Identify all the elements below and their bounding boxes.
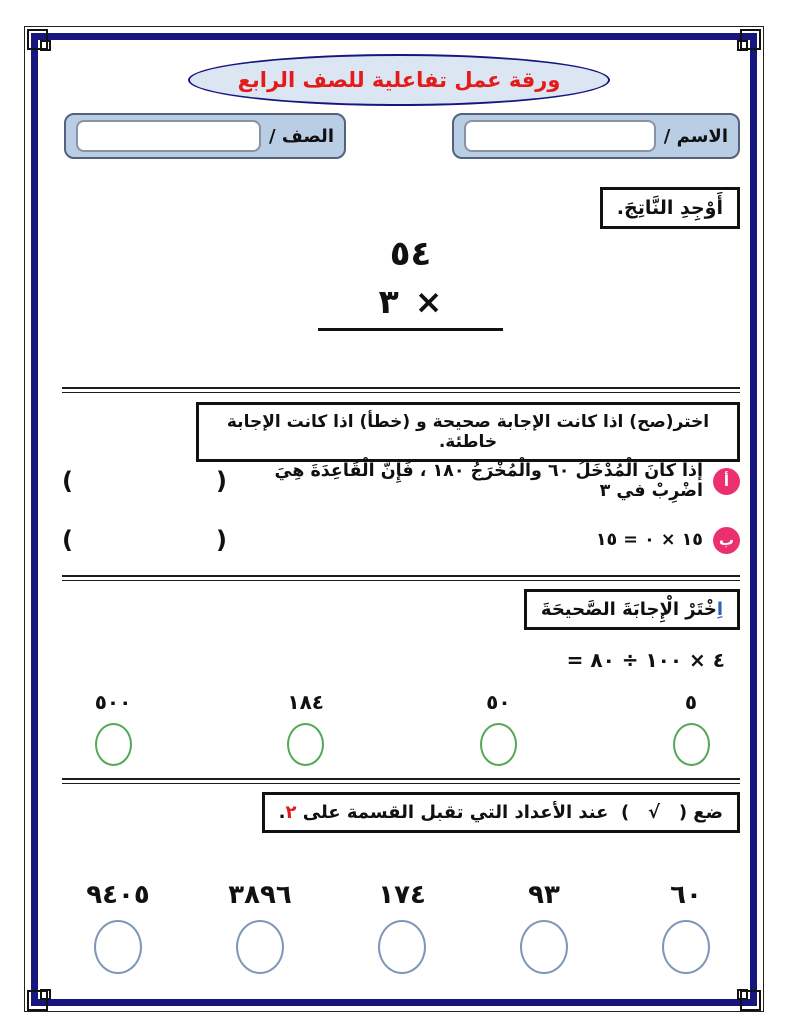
divisibility-instruction: ضع ( √ ) عند الأعداد التي تقبل القسمة على ٢.	[262, 792, 740, 833]
question-badge-a: أ	[713, 468, 740, 495]
multiplication-problem	[318, 234, 503, 331]
section-divider	[62, 778, 740, 784]
equation: ٤ × ١٠٠ ÷ ٨٠ =	[566, 648, 725, 672]
check-circle[interactable]	[662, 920, 710, 974]
option-value: ٥٠٠	[94, 690, 132, 714]
corner-ornament-inner	[737, 40, 748, 51]
class-input[interactable]	[76, 120, 261, 152]
true-false-instruction: اختر(صح) اذا كانت الإجابة صحيحة و (خطأ) اذا كانت الإجابة خاطئة.	[196, 402, 740, 462]
name-field-box	[452, 113, 740, 159]
number-item	[494, 880, 594, 974]
option-select-circle[interactable]	[673, 723, 710, 766]
divisor-number: ٢	[285, 802, 297, 823]
answer-space-b[interactable]: ( )	[62, 526, 227, 554]
question-text-a: إذا كانَ الْمُدْخَلُ ٦٠ والْمُخْرَجُ ١٨٠ ، فَإِنَّ الْقَاعِدَةَ هِيَ اضْرِبْ في ٣	[274, 461, 703, 501]
option-item	[78, 690, 148, 766]
answer-line	[318, 328, 503, 331]
name-input[interactable]	[464, 120, 656, 152]
instruction-initial-letter: اِ	[716, 599, 723, 620]
name-label: الاسم /	[663, 125, 728, 147]
class-label: الصف /	[269, 125, 334, 147]
title-banner	[188, 54, 610, 106]
check-circle[interactable]	[520, 920, 568, 974]
option-item	[463, 690, 533, 766]
number-value: ٩٣	[528, 880, 560, 910]
option-value: ١٨٤	[287, 690, 324, 714]
question-badge-b: ب	[713, 527, 740, 554]
multiplicand: ٥٤	[389, 234, 432, 274]
find-result-instruction: أَوْجِدِ النَّاتِجَ.	[600, 187, 740, 229]
option-item	[656, 690, 726, 766]
option-value: ٥٠	[486, 690, 511, 714]
number-item	[68, 880, 168, 974]
answer-space-a[interactable]: ( )	[62, 467, 227, 495]
number-value: ٣٨٩٦	[228, 880, 292, 910]
class-field-box	[64, 113, 346, 159]
option-select-circle[interactable]	[287, 723, 324, 766]
number-value: ١٧٤	[378, 880, 426, 910]
corner-ornament-inner	[40, 40, 51, 51]
number-value: ٦٠	[670, 880, 702, 910]
question-row-b	[62, 515, 740, 565]
number-item	[210, 880, 310, 974]
question-row-a	[62, 456, 740, 506]
corner-ornament-inner	[40, 989, 51, 1000]
check-circle[interactable]	[236, 920, 284, 974]
check-circle[interactable]	[378, 920, 426, 974]
page-title: ورقة عمل تفاعلية للصف الرابع	[237, 68, 561, 92]
multiplier: ٣	[378, 282, 399, 321]
option-select-circle[interactable]	[480, 723, 517, 766]
numbers-row	[64, 880, 740, 974]
section-divider	[62, 575, 740, 581]
choose-answer-instruction: اِخْتَرْ الْإِجابَةَ الصَّحيحَةَ	[524, 589, 740, 630]
option-value: ٥	[684, 690, 698, 714]
times-sign: ×	[414, 282, 443, 321]
options-row	[64, 690, 740, 766]
number-item	[352, 880, 452, 974]
check-circle[interactable]	[94, 920, 142, 974]
option-item	[271, 690, 341, 766]
option-select-circle[interactable]	[95, 723, 132, 766]
corner-ornament-inner	[737, 989, 748, 1000]
number-item	[636, 880, 736, 974]
number-value: ٩٤٠٥	[86, 880, 150, 910]
section-divider	[62, 387, 740, 393]
question-text-b: ١٥ × ٠ = ١٥	[595, 530, 703, 550]
